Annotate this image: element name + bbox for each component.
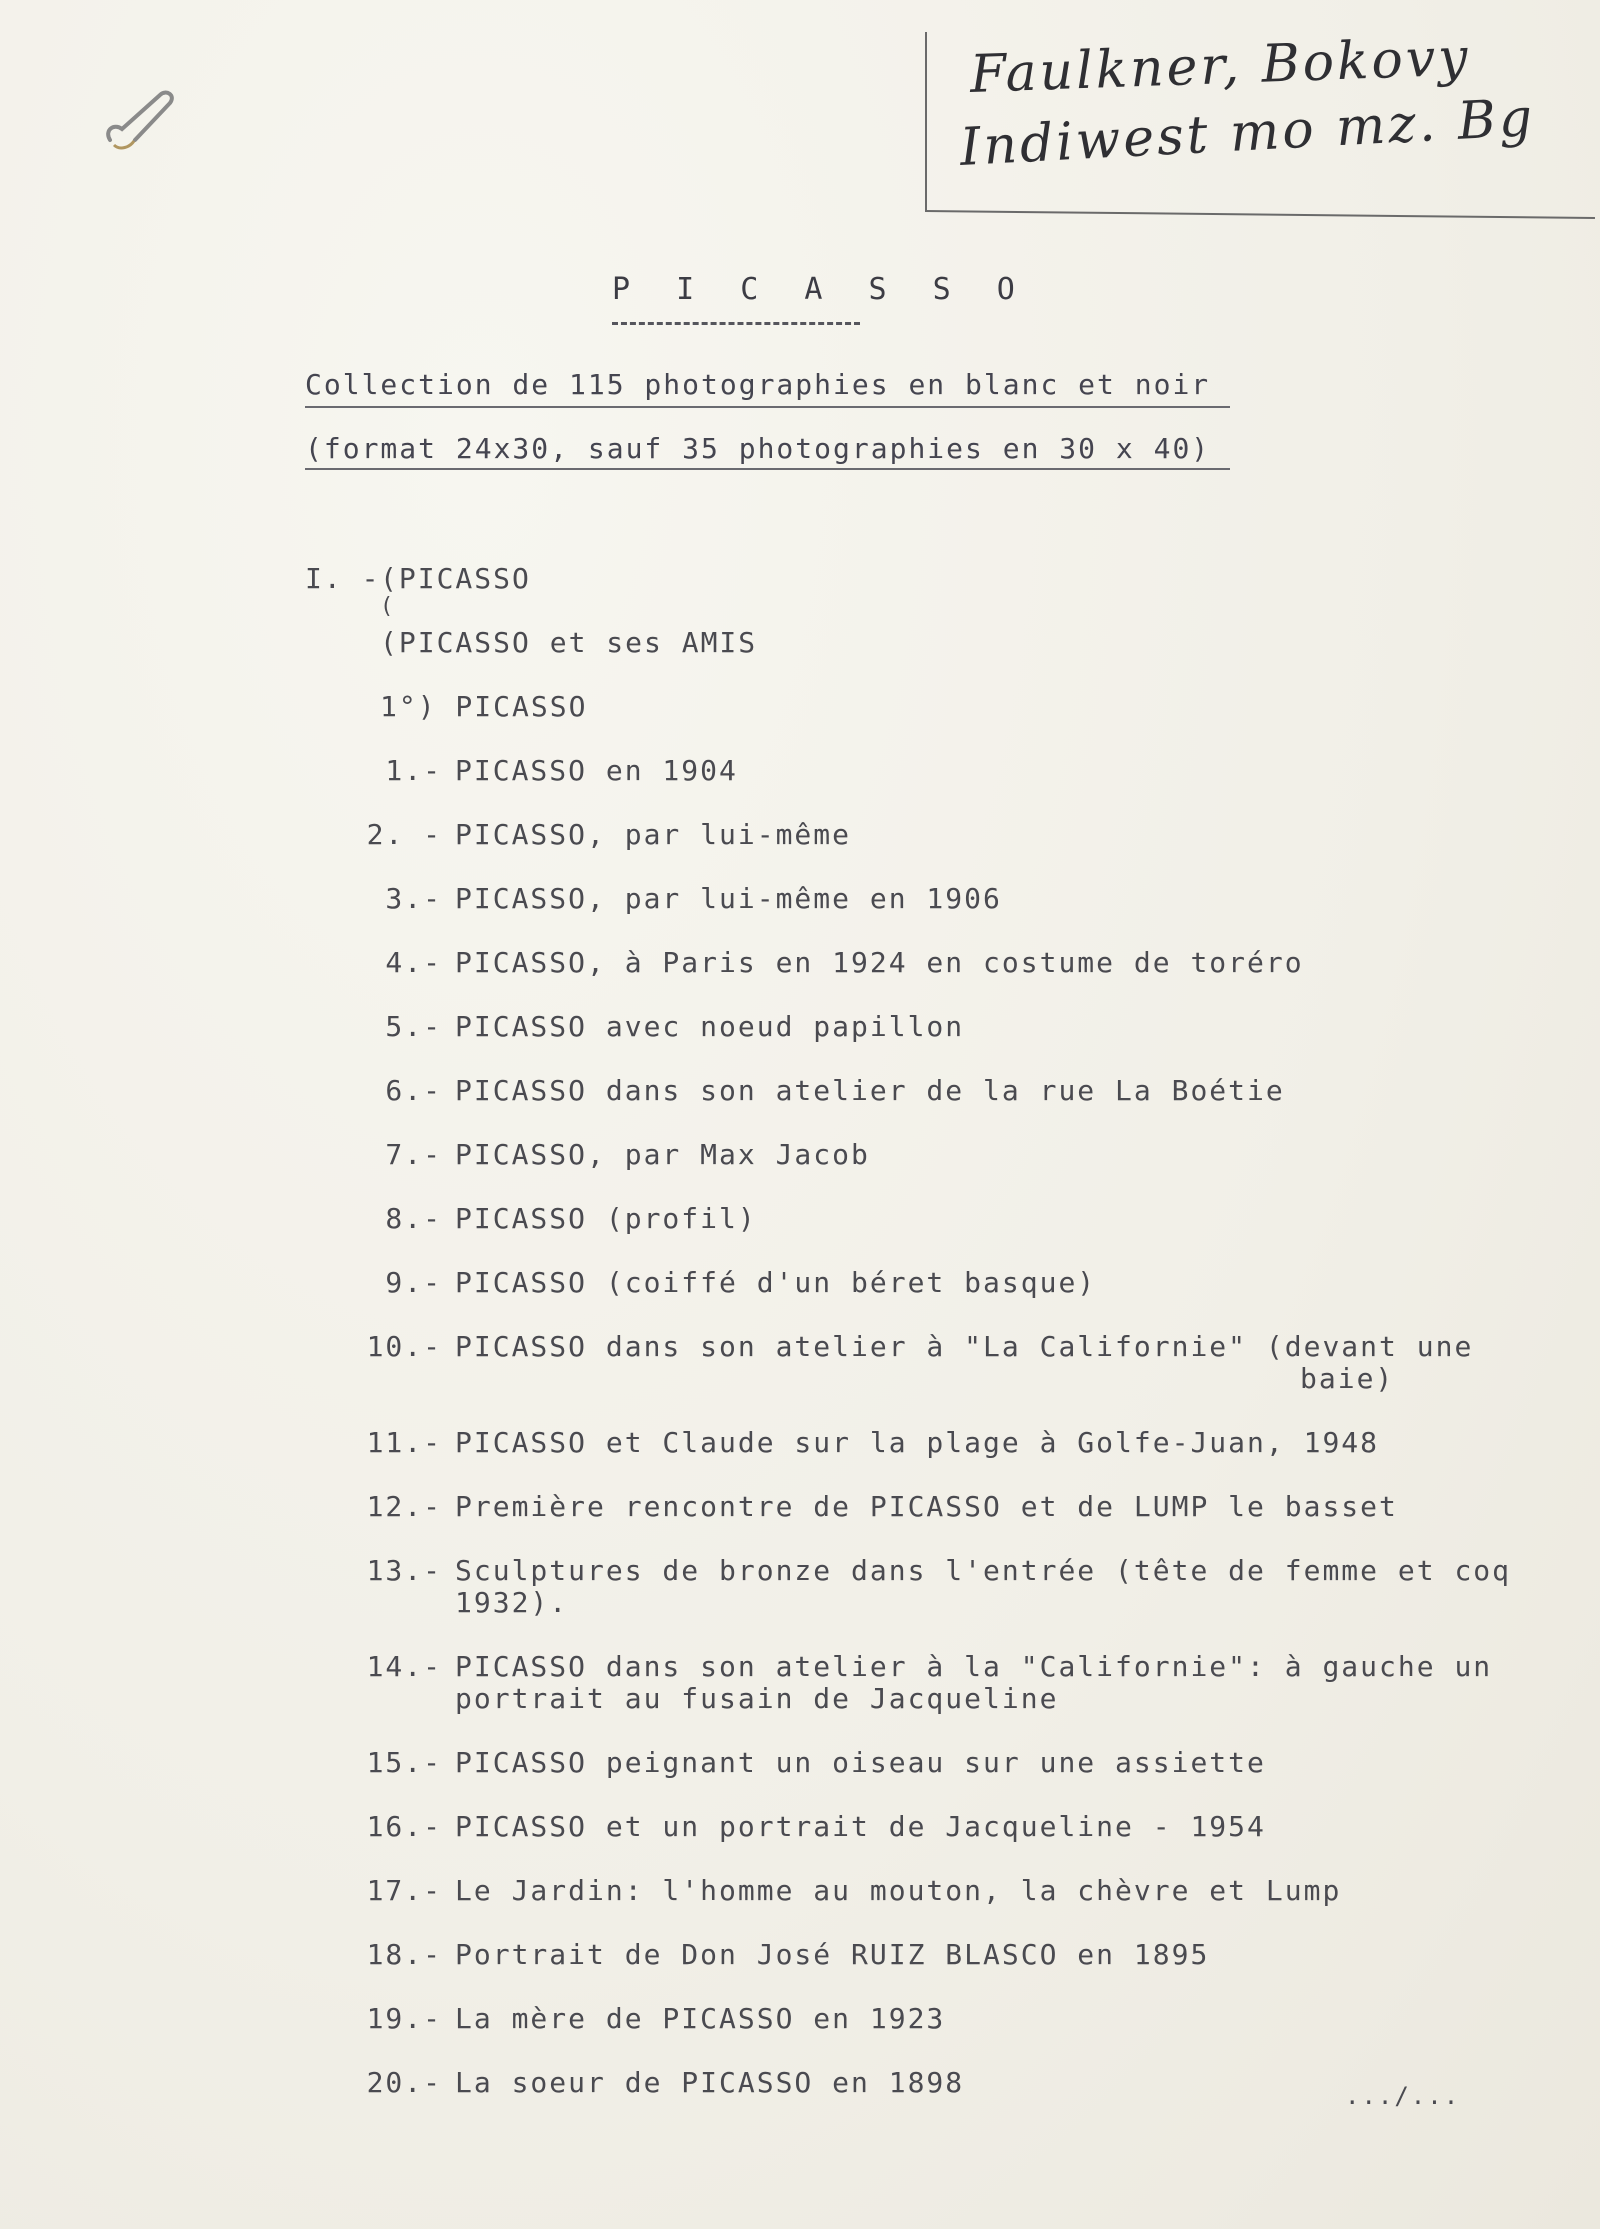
list-item: PICASSO, par lui-même — [455, 818, 852, 851]
list-item-number: 16.- — [366, 1810, 442, 1843]
list-item-continuation: baie) — [1300, 1362, 1395, 1395]
section-brace: ( — [380, 594, 396, 619]
subtitle-underline-2 — [305, 468, 1230, 470]
list-item: Portrait de Don José RUIZ BLASCO en 1895 — [455, 1938, 1210, 1971]
section-label: I. - — [305, 562, 381, 595]
list-item-number: 5.- — [385, 1010, 442, 1043]
list-item: PICASSO, à Paris en 1924 en costume de toréro — [455, 946, 1304, 979]
list-item-number: 2. - — [366, 818, 442, 851]
list-item-number: 1.- — [385, 754, 442, 787]
list-item: PICASSO (coiffé d'un béret basque) — [455, 1266, 1097, 1299]
subtitle-line-1: Collection de 115 photographies en blanc et noir — [305, 368, 1211, 401]
handwritten-note-line-1: Faulkner, Bokovy — [968, 27, 1472, 105]
list-item-continuation: 1932). — [455, 1586, 569, 1619]
list-item: La mère de PICASSO en 1923 — [455, 2002, 946, 2035]
list-item-number: 4.- — [385, 946, 442, 979]
page-title: P I C A S S O — [612, 272, 1029, 307]
list-item-number: 15.- — [366, 1746, 442, 1779]
list-item: Première rencontre de PICASSO et de LUMP le basset — [455, 1490, 1398, 1523]
list-item: PICASSO dans son atelier à "La Californie" (devant une — [455, 1330, 1474, 1363]
list-item: PICASSO et Claude sur la plage à Golfe-Juan, 1948 — [455, 1426, 1380, 1459]
title-underline — [612, 322, 860, 325]
list-item-number: 9.- — [385, 1266, 442, 1299]
list-item: PICASSO avec noeud papillon — [455, 1010, 965, 1043]
list-item-number: 13.- — [366, 1554, 442, 1587]
list-item: PICASSO (profil) — [455, 1202, 757, 1235]
list-item-number: 6.- — [385, 1074, 442, 1107]
section-heading-1: (PICASSO — [380, 562, 531, 595]
list-item: PICASSO et un portrait de Jacqueline - 1954 — [455, 1810, 1266, 1843]
list-item-number: 19.- — [366, 2002, 442, 2035]
list-item-number: 12.- — [366, 1490, 442, 1523]
section-heading-2: (PICASSO et ses AMIS — [380, 626, 758, 659]
section-subheading: 1°) PICASSO — [380, 690, 588, 723]
paper-clip-icon — [100, 85, 190, 165]
list-item: La soeur de PICASSO en 1898 — [455, 2066, 965, 2099]
list-item-number: 8.- — [385, 1202, 442, 1235]
list-item-number: 3.- — [385, 882, 442, 915]
continuation-marker: .../... — [1345, 2082, 1461, 2110]
list-item: Sculptures de bronze dans l'entrée (tête de femme et coq — [455, 1554, 1512, 1587]
list-item: Le Jardin: l'homme au mouton, la chèvre et Lump — [455, 1874, 1342, 1907]
list-item-number: 14.- — [366, 1650, 442, 1683]
list-item: PICASSO peignant un oiseau sur une assiette — [455, 1746, 1266, 1779]
list-item-number: 11.- — [366, 1426, 442, 1459]
list-item: PICASSO dans son atelier de la rue La Boétie — [455, 1074, 1285, 1107]
subtitle-underline-1 — [305, 406, 1230, 408]
list-item: PICASSO, par lui-même en 1906 — [455, 882, 1002, 915]
list-item-number: 20.- — [366, 2066, 442, 2099]
note-box-bottom-border — [925, 210, 1595, 219]
handwritten-note-line-2: Indiwest mo mz. Bg — [958, 87, 1537, 178]
list-item-number: 10.- — [366, 1330, 442, 1363]
subtitle-line-2: (format 24x30, sauf 35 photographies en 30 x 40) — [305, 432, 1211, 465]
note-box-left-border — [925, 32, 927, 212]
list-item: PICASSO en 1904 — [455, 754, 738, 787]
list-item-number: 18.- — [366, 1938, 442, 1971]
list-item-number: 17.- — [366, 1874, 442, 1907]
list-item-continuation: portrait au fusain de Jacqueline — [455, 1682, 1059, 1715]
list-item: PICASSO, par Max Jacob — [455, 1138, 870, 1171]
list-item-number: 7.- — [385, 1138, 442, 1171]
list-item: PICASSO dans son atelier à la "Californie": à gauche un — [455, 1650, 1493, 1683]
